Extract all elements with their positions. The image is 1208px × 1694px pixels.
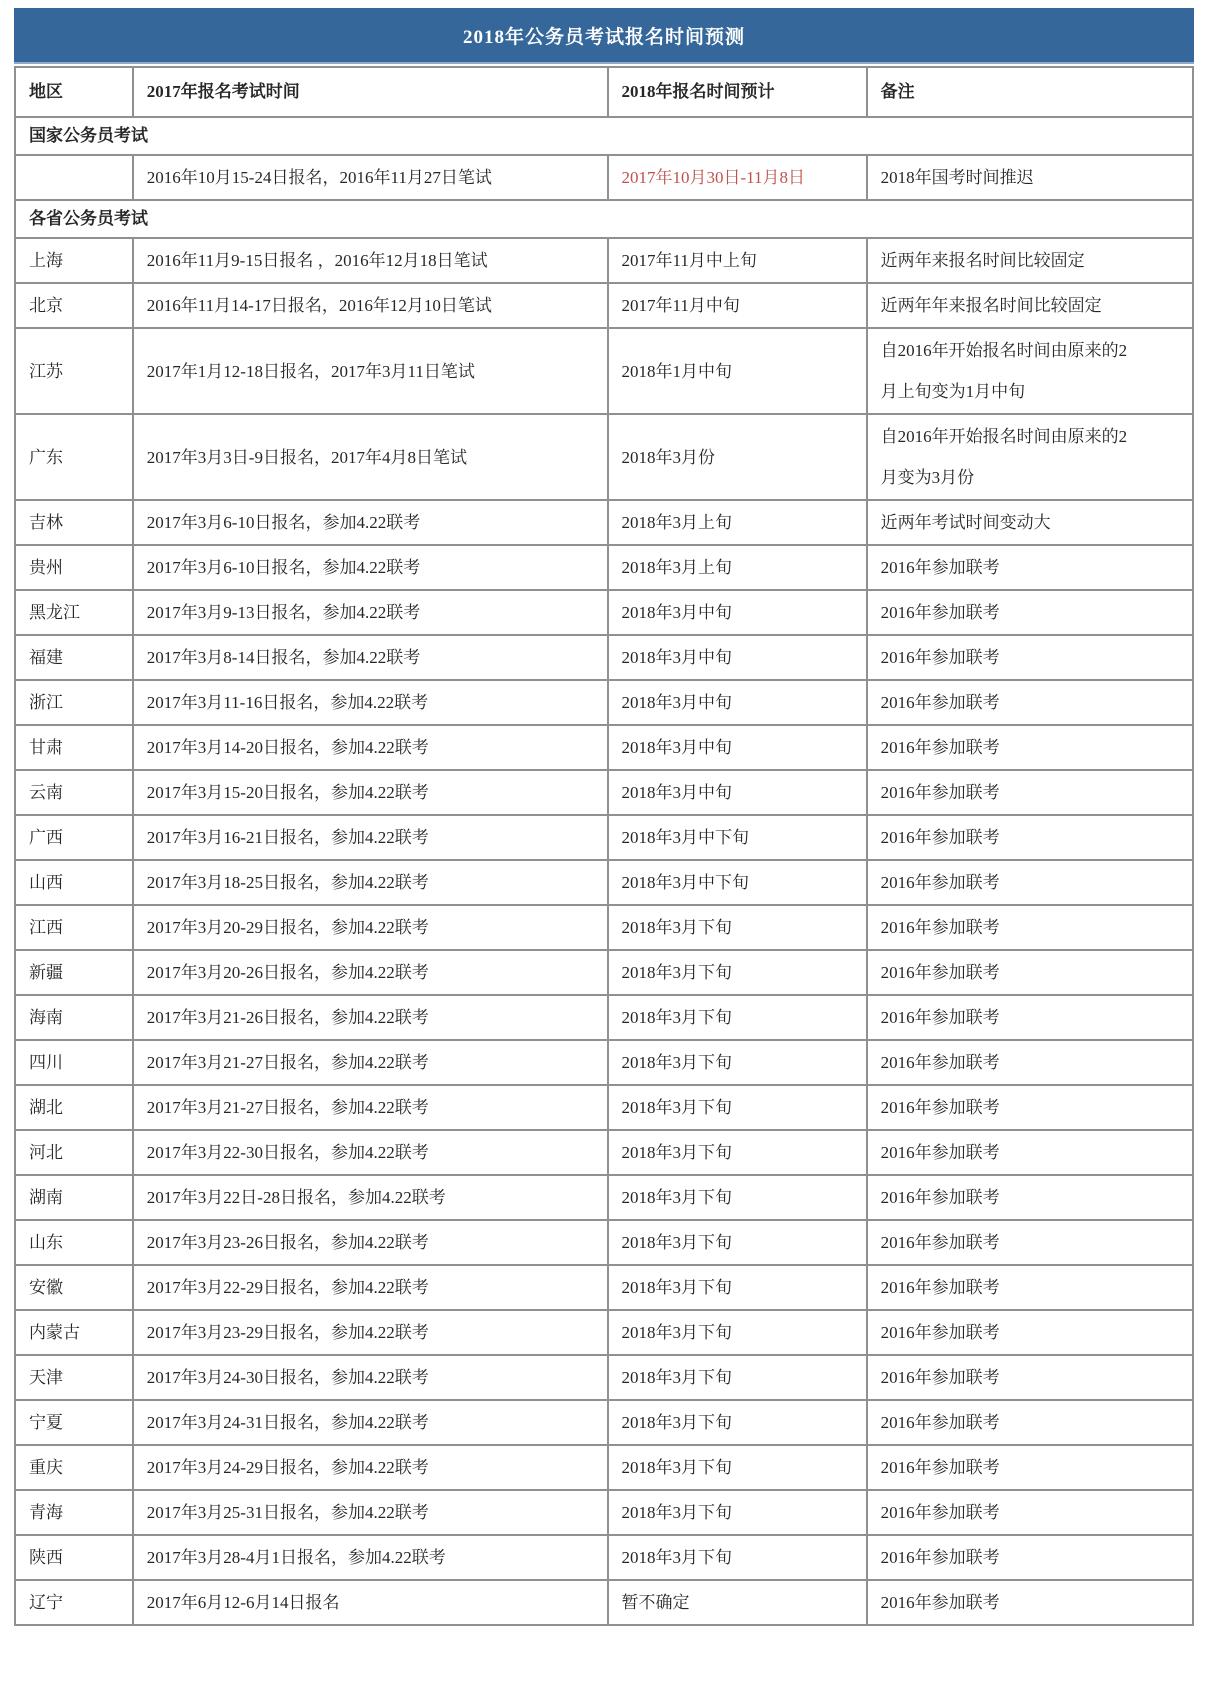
time-2018-cell: 2018年3月下旬 — [608, 950, 867, 995]
region-cell: 山西 — [15, 860, 133, 905]
column-header-row — [15, 67, 1193, 117]
note-cell: 2016年参加联考 — [867, 1580, 1193, 1625]
time-2018-cell: 2018年3月下旬 — [608, 905, 867, 950]
time-2017-cell: 2017年3月22-30日报名，参加4.22联考 — [133, 1130, 608, 1175]
column-header-2018-forecast: 2018年报名时间预计 — [608, 67, 867, 117]
time-2018-cell: 2018年3月下旬 — [608, 1085, 867, 1130]
note-cell: 2016年参加联考 — [867, 1310, 1193, 1355]
table-row — [15, 1355, 1193, 1400]
time-2018-cell: 2018年3月中旬 — [608, 590, 867, 635]
time-2017-cell: 2017年3月24-29日报名，参加4.22联考 — [133, 1445, 608, 1490]
note-cell: 2016年参加联考 — [867, 590, 1193, 635]
time-2018-cell: 2018年3月中旬 — [608, 680, 867, 725]
table-row — [15, 1220, 1193, 1265]
region-cell: 青海 — [15, 1490, 133, 1535]
table-row — [15, 1445, 1193, 1490]
table-row — [15, 950, 1193, 995]
table-row — [15, 500, 1193, 545]
note-cell: 近两年年来报名时间比较固定 — [867, 283, 1193, 328]
region-cell: 内蒙古 — [15, 1310, 133, 1355]
region-cell: 陕西 — [15, 1535, 133, 1580]
table-row — [15, 1400, 1193, 1445]
time-2018-cell: 2017年10月30日-11月8日 — [608, 155, 867, 200]
region-cell: 广东 — [15, 414, 133, 500]
column-header-2017-time: 2017年报名考试时间 — [133, 67, 608, 117]
time-2017-cell: 2017年3月6-10日报名，参加4.22联考 — [133, 500, 608, 545]
time-2017-cell: 2016年11月14-17日报名，2016年12月10日笔试 — [133, 283, 608, 328]
time-2018-cell: 2017年11月中上旬 — [608, 238, 867, 283]
region-cell: 安徽 — [15, 1265, 133, 1310]
table-row — [15, 1535, 1193, 1580]
time-2018-cell: 2018年1月中旬 — [608, 328, 867, 414]
time-2017-cell: 2017年3月18-25日报名，参加4.22联考 — [133, 860, 608, 905]
region-cell: 上海 — [15, 238, 133, 283]
region-cell: 重庆 — [15, 1445, 133, 1490]
time-2018-cell: 2018年3月中下旬 — [608, 860, 867, 905]
time-2017-cell: 2017年3月21-27日报名，参加4.22联考 — [133, 1085, 608, 1130]
time-2017-cell: 2017年3月9-13日报名，参加4.22联考 — [133, 590, 608, 635]
table-row — [15, 328, 1193, 414]
time-2017-cell: 2017年3月21-26日报名，参加4.22联考 — [133, 995, 608, 1040]
note-cell: 2016年参加联考 — [867, 635, 1193, 680]
time-2017-cell: 2017年3月11-16日报名，参加4.22联考 — [133, 680, 608, 725]
table-row — [15, 905, 1193, 950]
note-cell: 2016年参加联考 — [867, 815, 1193, 860]
region-cell: 四川 — [15, 1040, 133, 1085]
time-2017-cell: 2016年11月9-15日报名 ，2016年12月18日笔试 — [133, 238, 608, 283]
note-cell: 2016年参加联考 — [867, 1130, 1193, 1175]
time-2017-cell: 2017年3月28-4月1日报名，参加4.22联考 — [133, 1535, 608, 1580]
table-row — [15, 155, 1193, 200]
time-2018-cell: 2018年3月中旬 — [608, 770, 867, 815]
time-2017-cell: 2017年3月23-26日报名，参加4.22联考 — [133, 1220, 608, 1265]
time-2018-cell: 2018年3月下旬 — [608, 1040, 867, 1085]
time-2017-cell: 2017年3月8-14日报名，参加4.22联考 — [133, 635, 608, 680]
table-title-bar — [14, 8, 1194, 64]
time-2017-cell: 2017年3月21-27日报名，参加4.22联考 — [133, 1040, 608, 1085]
column-header-remark: 备注 — [867, 67, 1193, 117]
region-cell: 湖南 — [15, 1175, 133, 1220]
region-cell: 河北 — [15, 1130, 133, 1175]
time-2018-cell: 2018年3月下旬 — [608, 1490, 867, 1535]
time-2017-cell: 2016年10月15-24日报名，2016年11月27日笔试 — [133, 155, 608, 200]
note-cell: 2016年参加联考 — [867, 1355, 1193, 1400]
note-cell: 2016年参加联考 — [867, 1040, 1193, 1085]
region-cell: 广西 — [15, 815, 133, 860]
table-row — [15, 1490, 1193, 1535]
table-row — [15, 1580, 1193, 1625]
region-cell: 辽宁 — [15, 1580, 133, 1625]
region-cell: 宁夏 — [15, 1400, 133, 1445]
region-cell: 浙江 — [15, 680, 133, 725]
table-row — [15, 1040, 1193, 1085]
time-2018-cell: 2018年3月下旬 — [608, 1310, 867, 1355]
note-cell: 2016年参加联考 — [867, 725, 1193, 770]
table-row — [15, 995, 1193, 1040]
time-2017-cell: 2017年3月6-10日报名，参加4.22联考 — [133, 545, 608, 590]
table-row — [15, 283, 1193, 328]
note-cell: 2016年参加联考 — [867, 1085, 1193, 1130]
table-row — [15, 1085, 1193, 1130]
table-row — [15, 860, 1193, 905]
note-cell: 2016年参加联考 — [867, 1175, 1193, 1220]
region-cell: 黑龙江 — [15, 590, 133, 635]
table-row — [15, 635, 1193, 680]
region-cell: 海南 — [15, 995, 133, 1040]
note-cell: 2016年参加联考 — [867, 545, 1193, 590]
note-cell: 2016年参加联考 — [867, 1400, 1193, 1445]
time-2018-cell: 2018年3月下旬 — [608, 1355, 867, 1400]
table-row — [15, 590, 1193, 635]
table-row — [15, 545, 1193, 590]
time-2018-cell: 2018年3月下旬 — [608, 1535, 867, 1580]
time-2017-cell: 2017年3月22-29日报名，参加4.22联考 — [133, 1265, 608, 1310]
table-row — [15, 770, 1193, 815]
time-2018-cell: 2018年3月中下旬 — [608, 815, 867, 860]
region-cell: 吉林 — [15, 500, 133, 545]
time-2017-cell: 2017年3月16-21日报名，参加4.22联考 — [133, 815, 608, 860]
table-row — [15, 1175, 1193, 1220]
time-2017-cell: 2017年3月24-31日报名，参加4.22联考 — [133, 1400, 608, 1445]
region-cell: 江西 — [15, 905, 133, 950]
note-cell: 2016年参加联考 — [867, 1265, 1193, 1310]
time-2018-cell: 2018年3月下旬 — [608, 1265, 867, 1310]
region-cell: 天津 — [15, 1355, 133, 1400]
region-cell: 北京 — [15, 283, 133, 328]
table-row — [15, 414, 1193, 500]
time-2017-cell: 2017年3月3日-9日报名，2017年4月8日笔试 — [133, 414, 608, 500]
time-2018-cell: 暂不确定 — [608, 1580, 867, 1625]
time-2017-cell: 2017年3月22日-28日报名，参加4.22联考 — [133, 1175, 608, 1220]
region-cell: 贵州 — [15, 545, 133, 590]
time-2017-cell: 2017年3月15-20日报名，参加4.22联考 — [133, 770, 608, 815]
table-row — [15, 1130, 1193, 1175]
time-2018-cell: 2017年11月中旬 — [608, 283, 867, 328]
region-cell: 福建 — [15, 635, 133, 680]
time-2018-cell: 2018年3月下旬 — [608, 1130, 867, 1175]
region-cell — [15, 155, 133, 200]
region-cell: 湖北 — [15, 1085, 133, 1130]
section-header-row — [15, 200, 1193, 238]
page-title: 2018年公务员考试报名时间预测 — [462, 26, 745, 48]
time-2018-cell: 2018年3月下旬 — [608, 1400, 867, 1445]
time-2017-cell: 2017年3月14-20日报名，参加4.22联考 — [133, 725, 608, 770]
time-2018-cell: 2018年3月下旬 — [608, 995, 867, 1040]
note-cell: 自2016年开始报名时间由原来的2月变为3月份 — [867, 414, 1193, 500]
region-cell: 新疆 — [15, 950, 133, 995]
time-2018-cell: 2018年3月下旬 — [608, 1175, 867, 1220]
section-header-row — [15, 117, 1193, 155]
table-row — [15, 725, 1193, 770]
column-header-region: 地区 — [15, 67, 133, 117]
note-cell: 自2016年开始报名时间由原来的2月上旬变为1月中旬 — [867, 328, 1193, 414]
note-cell: 2016年参加联考 — [867, 680, 1193, 725]
table-row — [15, 1265, 1193, 1310]
time-2018-cell: 2018年3月下旬 — [608, 1445, 867, 1490]
note-cell: 近两年考试时间变动大 — [867, 500, 1193, 545]
time-2018-cell: 2018年3月上旬 — [608, 500, 867, 545]
time-2018-cell: 2018年3月中旬 — [608, 725, 867, 770]
time-2017-cell: 2017年3月20-29日报名，参加4.22联考 — [133, 905, 608, 950]
time-2018-cell: 2018年3月上旬 — [608, 545, 867, 590]
time-2017-cell: 2017年6月12-6月14日报名 — [133, 1580, 608, 1625]
section-header-label: 各省公务员考试 — [15, 200, 1193, 238]
time-2017-cell: 2017年3月24-30日报名，参加4.22联考 — [133, 1355, 608, 1400]
table-row — [15, 680, 1193, 725]
note-cell: 2016年参加联考 — [867, 1490, 1193, 1535]
region-cell: 云南 — [15, 770, 133, 815]
note-cell: 2016年参加联考 — [867, 1535, 1193, 1580]
note-cell: 2016年参加联考 — [867, 995, 1193, 1040]
section-header-label: 国家公务员考试 — [15, 117, 1193, 155]
note-cell: 2016年参加联考 — [867, 1445, 1193, 1490]
note-cell: 2016年参加联考 — [867, 950, 1193, 995]
time-2018-cell: 2018年3月中旬 — [608, 635, 867, 680]
note-cell: 2016年参加联考 — [867, 1220, 1193, 1265]
time-2017-cell: 2017年3月20-26日报名，参加4.22联考 — [133, 950, 608, 995]
time-2018-cell: 2018年3月份 — [608, 414, 867, 500]
exam-schedule-table — [14, 66, 1194, 1626]
region-cell: 甘肃 — [15, 725, 133, 770]
region-cell: 江苏 — [15, 328, 133, 414]
note-cell: 2018年国考时间推迟 — [867, 155, 1193, 200]
time-2017-cell: 2017年3月23-29日报名，参加4.22联考 — [133, 1310, 608, 1355]
note-cell: 2016年参加联考 — [867, 770, 1193, 815]
note-cell: 近两年来报名时间比较固定 — [867, 238, 1193, 283]
table-row — [15, 1310, 1193, 1355]
table-row — [15, 238, 1193, 283]
table-row — [15, 815, 1193, 860]
time-2017-cell: 2017年1月12-18日报名，2017年3月11日笔试 — [133, 328, 608, 414]
time-2018-cell: 2018年3月下旬 — [608, 1220, 867, 1265]
note-cell: 2016年参加联考 — [867, 860, 1193, 905]
note-cell: 2016年参加联考 — [867, 905, 1193, 950]
region-cell: 山东 — [15, 1220, 133, 1265]
time-2017-cell: 2017年3月25-31日报名，参加4.22联考 — [133, 1490, 608, 1535]
